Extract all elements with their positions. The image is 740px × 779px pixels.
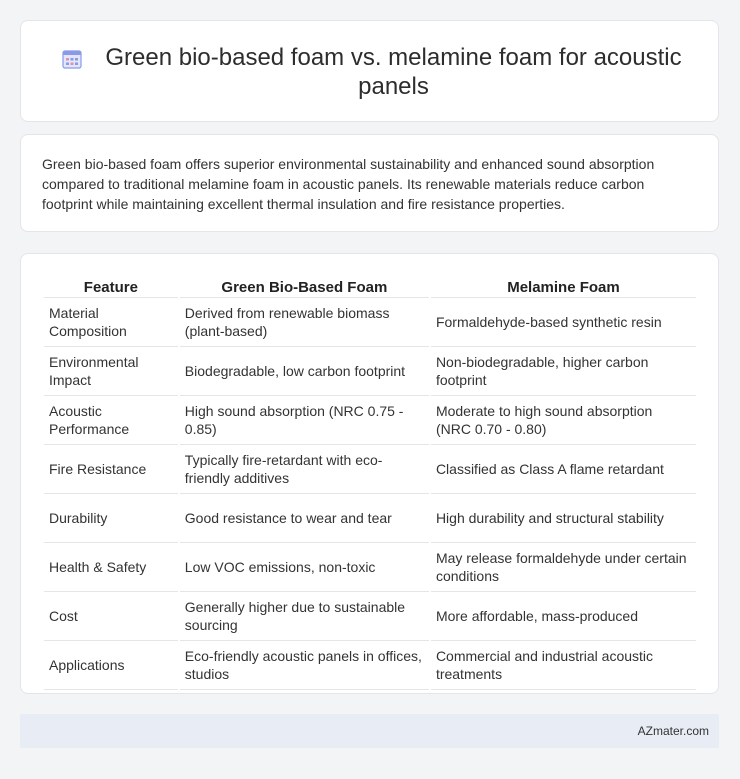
summary-card: [20, 134, 719, 232]
bio-foam-cell: Derived from renewable biomass (plant-based): [180, 298, 429, 347]
footer: [20, 714, 719, 748]
title-card: [20, 20, 719, 122]
melamine-foam-cell: May release formaldehyde under certain conditions: [431, 543, 696, 592]
bio-foam-cell: High sound absorption (NRC 0.75 - 0.85): [180, 396, 429, 445]
table-row: [44, 445, 696, 494]
melamine-foam-cell: Moderate to high sound absorption (NRC 0.70 - 0.80): [431, 396, 696, 445]
bio-foam-cell: Eco-friendly acoustic panels in offices, studios: [180, 641, 429, 690]
summary-text: Green bio-based foam offers superior environmental sustainability and enhanced sound absorption compared to traditional melamine foam in acoustic panels. Its renewable materials reduce carbon footprint while maintaining excellent thermal insulation and fire resistance properties.: [42, 156, 655, 212]
table-row: [44, 396, 696, 445]
melamine-foam-cell: Non-biodegradable, higher carbon footprint: [431, 347, 696, 396]
feature-cell: Durability: [44, 494, 178, 543]
bio-foam-cell: Low VOC emissions, non-toxic: [180, 543, 429, 592]
header-feature: Feature: [44, 276, 178, 298]
footer-brand: AZmater.com: [637, 724, 709, 738]
melamine-foam-cell: High durability and structural stability: [431, 494, 696, 543]
melamine-foam-cell: Classified as Class A flame retardant: [431, 445, 696, 494]
table-row: [44, 592, 696, 641]
table-row: [44, 543, 696, 592]
bio-foam-cell: Typically fire-retardant with eco-friendly additives: [180, 445, 429, 494]
melamine-foam-cell: More affordable, mass-produced: [431, 592, 696, 641]
bio-foam-cell: Generally higher due to sustainable sourcing: [180, 592, 429, 641]
bio-foam-cell: Biodegradable, low carbon footprint: [180, 347, 429, 396]
header-melamine-foam: Melamine Foam: [431, 276, 696, 298]
header-green-bio-based-foam: Green Bio-Based Foam: [180, 276, 429, 298]
melamine-foam-cell: Formaldehyde-based synthetic resin: [431, 298, 696, 347]
feature-cell: Acoustic Performance: [44, 396, 178, 445]
comparison-table: [42, 276, 698, 690]
feature-cell: Applications: [44, 641, 178, 690]
page-title: Green bio-based foam vs. melamine foam for acoustic panels: [105, 44, 682, 100]
bio-foam-cell: Good resistance to wear and tear: [180, 494, 429, 543]
comparison-table-card: [20, 253, 719, 694]
feature-cell: Health & Safety: [44, 543, 178, 592]
feature-cell: Environmental Impact: [44, 347, 178, 396]
melamine-foam-cell: Commercial and industrial acoustic treatments: [431, 641, 696, 690]
feature-cell: Material Composition: [44, 298, 178, 347]
feature-cell: Fire Resistance: [44, 445, 178, 494]
table-row: [44, 347, 696, 396]
table-row: [44, 641, 696, 690]
table-header-row: [44, 276, 696, 298]
table-row: [44, 298, 696, 347]
feature-cell: Cost: [44, 592, 178, 641]
table-row: [44, 494, 696, 543]
